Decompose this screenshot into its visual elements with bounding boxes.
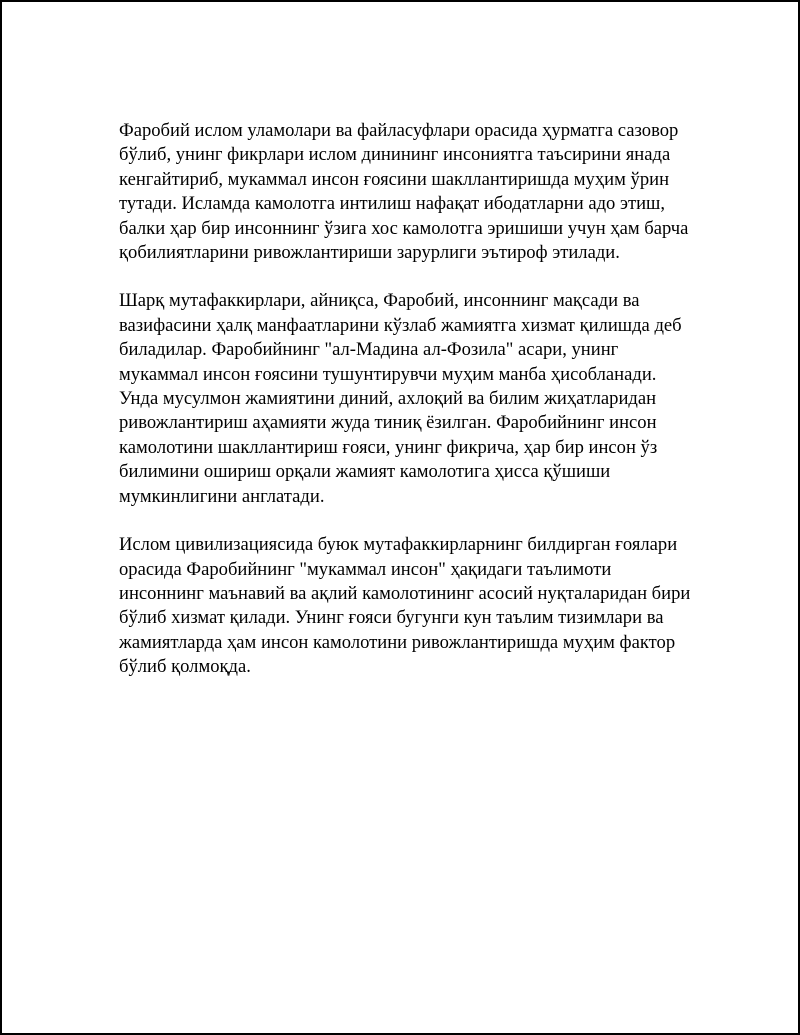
paragraph-1: Фаробий ислом уламолари ва файласуфлари орасида ҳурматга сазовор бўлиб, унинг фикрлари ислом динининг инсониятга таъсирини янада кенгайтириб, мукаммал инсон ғоясини шакллантиришда муҳим ўрин тутади. Исламда камолотга интилиш нафақат ибодатларни адо этиш, балки ҳар бир инсоннинг ўзига хос камолотга эришиши учун ҳам барча қобилиятларини ривожлантириши зарурлиги эътироф этилади. (119, 120, 689, 264)
paragraph-2: Шарқ мутафаккирлари, айниқса, Фаробий, инсоннинг мақсади ва вазифасини ҳалқ манфаатларини кўзлаб жамиятга хизмат қилишда деб биладилар. Фаробийнинг "ал-Мадина ал-Фозила" асари, унинг мукаммал инсон ғоясини тушунтирувчи муҳим манба ҳисобланади. Унда мусулмон жамиятини диний, ахлоқий ва билим жиҳатларидан ривожлантириш аҳамияти жуда тиниқ ёзилган. Фаробийнинг инсон камолотини шакллантириш ғояси, унинг фикрича, ҳар бир инсон ўз билимини ошириш орқали жамият камолотига ҳисса қўшиши мумкинлигини англатади. (119, 290, 682, 507)
document-body (119, 119, 694, 704)
paragraph-3: Ислом цивилизациясида буюк мутафаккирларнинг билдирган ғоялари орасида Фаробийнинг "мукаммал инсон" ҳақидаги таълимоти инсоннинг маънавий ва ақлий камолотининг асосий нуқталаридан бири бўлиб хизмат қилади. Унинг ғояси бугунги кун таълим тизимлари ва жамиятларда ҳам инсон камолотини ривожлантиришда муҳим фактор бўлиб қолмоқда. (119, 534, 691, 678)
